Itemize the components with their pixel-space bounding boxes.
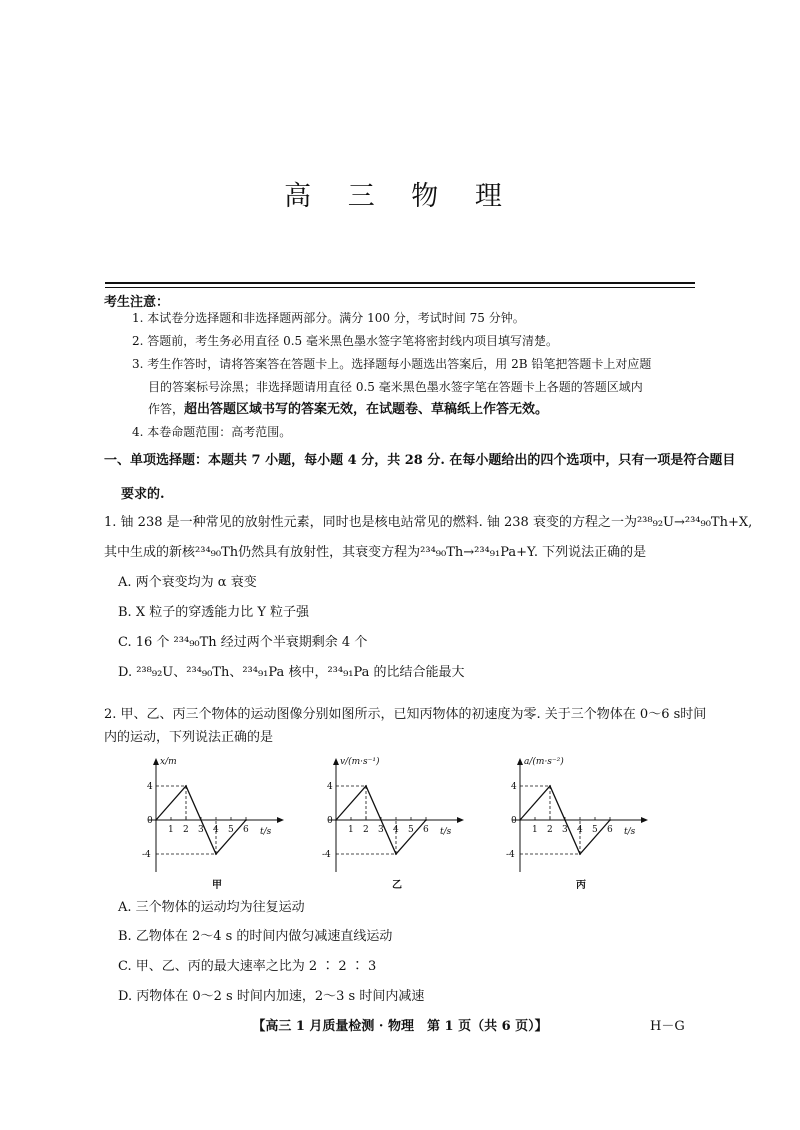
header-rule-thin [105, 287, 695, 288]
section-heading: 一、单项选择题：本题共 7 小题，每小题 4 分，共 28 分. 在每小题给出的四个选项中，只有一项是符合题目 [104, 453, 736, 468]
x-tick-label: 4 [213, 825, 219, 835]
x-tick-label: 5 [408, 825, 414, 835]
y-tick-label: 4 [147, 782, 153, 792]
x-tick-label: 3 [378, 825, 384, 835]
data-point [549, 785, 551, 787]
y-tick-label: 4 [511, 782, 517, 792]
x-tick-label: 2 [363, 825, 369, 835]
q2-stem-line2: 内的运动，下列说法正确的是 [104, 730, 274, 745]
data-point [579, 853, 581, 855]
x-tick-label: 5 [592, 825, 598, 835]
q1-equation-1: ²³⁸₉₂U→²³⁴₉₀Th+X, [636, 515, 753, 530]
data-point [365, 785, 367, 787]
notice-item-3-cont: 目的答案标号涂黑；非选择题请用直径 0.5 毫米黑色墨水签字笔在答题卡上各题的答题区域内 [148, 380, 643, 394]
paper-code: H－G [650, 1019, 685, 1034]
data-point [215, 853, 217, 855]
q2-stem-line1: 2. 甲、乙、丙三个物体的运动图像分别如图所示，已知丙物体的初速度为零. 关于三个物体在 0～6 s时间 [104, 707, 707, 722]
y-axis-label: a/(m·s⁻²) [524, 757, 564, 767]
y-tick-label: 0 [147, 816, 153, 826]
data-point [609, 819, 611, 821]
y-axis-label: v/(m·s⁻¹) [340, 757, 380, 767]
x-axis-arrow [457, 817, 464, 823]
x-tick-label: 1 [348, 825, 354, 835]
x-tick-label: 2 [183, 825, 189, 835]
notice-item-3-end [148, 398, 548, 421]
y-tick-label: 4 [327, 782, 333, 792]
q2-option-b: B. 乙物体在 2～4 s 的时间内做匀减速直线运动 [118, 929, 393, 944]
q1-stem-line2 [104, 541, 646, 560]
x-axis-arrow [641, 817, 648, 823]
page-footer: 【高三 1 月质量检测 · 物理 第 1 页（共 6 页）】 [252, 1019, 548, 1034]
x-axis-arrow [277, 817, 284, 823]
data-point [519, 819, 521, 821]
y-axis-arrow [517, 758, 523, 765]
data-point [395, 853, 397, 855]
x-tick-label: 6 [243, 825, 249, 835]
x-tick-label: 3 [562, 825, 568, 835]
x-tick-label: 5 [228, 825, 234, 835]
q2-option-c: C. 甲、乙、丙的最大速率之比为 2 ∶ 2 ∶ 3 [118, 959, 377, 974]
graph-caption: 乙 [392, 880, 402, 891]
x-axis-label: t/s [440, 827, 452, 837]
y-tick-label: -4 [506, 850, 515, 860]
q2-option-a: A. 三个物体的运动均为往复运动 [118, 900, 305, 915]
q1-stem-text-2: 其中生成的新核 [104, 545, 196, 560]
q1-stem-text-3: 仍然具有放射性，其衰变方程为 [238, 545, 421, 560]
x-tick-label: 4 [393, 825, 399, 835]
section-heading-cont: 要求的. [121, 487, 165, 502]
x-tick-label: 4 [577, 825, 583, 835]
data-point [245, 819, 247, 821]
notice-item-1: 1. 本试卷分选择题和非选择题两部分。满分 100 分，考试时间 75 分钟。 [132, 311, 525, 325]
x-axis-label: t/s [624, 827, 636, 837]
data-point [155, 819, 157, 821]
q1-option-b: B. X 粒子的穿透能力比 Y 粒子强 [118, 605, 310, 620]
q1-option-d: D. ²³⁸₉₂U、²³⁴₉₀Th、²³⁴₉₁Pa 核中，²³⁴₉₁Pa 的比结合能最大 [118, 665, 465, 680]
q1-equation-2: ²³⁴₉₀Th→²³⁴₉₁Pa+Y. 下列说法正确的是 [420, 545, 647, 560]
y-tick-label: 0 [511, 816, 517, 826]
q1-stem-text: 1. 铀 238 是一种常见的放射性元素，同时也是核电站常见的燃料. 铀 238 衰变的方程之一为 [104, 515, 637, 530]
data-point [425, 819, 427, 821]
x-tick-label: 3 [198, 825, 204, 835]
q1-option-a: A. 两个衰变均为 α 衰变 [118, 575, 257, 590]
graph-jia [132, 752, 302, 892]
x-tick-label: 6 [607, 825, 613, 835]
x-tick-label: 2 [547, 825, 553, 835]
notice-item-3: 3. 考生作答时，请将答案答在答题卡上。选择题每小题选出答案后，用 2B 铅笔把答题卡上对应题 [132, 357, 652, 371]
y-axis-arrow [153, 758, 159, 765]
x-tick-label: 1 [532, 825, 538, 835]
x-tick-label: 6 [423, 825, 429, 835]
graph-caption: 甲 [212, 880, 222, 891]
q1-stem-line1 [104, 511, 752, 530]
notice-heading: 考生注意： [104, 295, 170, 310]
notice-item-4: 4. 本卷命题范围：高考范围。 [132, 425, 292, 439]
y-tick-label: -4 [322, 850, 331, 860]
x-axis-label: t/s [260, 827, 272, 837]
data-point [335, 819, 337, 821]
notice-item-3-tail: 作答， [148, 402, 185, 416]
q1-option-c: C. 16 个 ²³⁴₉₀Th 经过两个半衰期剩余 4 个 [118, 635, 368, 650]
graph-yi [312, 752, 482, 892]
graph-bing [496, 752, 666, 892]
q1-th-nucleus: ²³⁴₉₀Th [195, 545, 239, 560]
page-title: 高 三 物 理 [284, 181, 516, 212]
x-tick-label: 1 [168, 825, 174, 835]
y-tick-label: -4 [142, 850, 151, 860]
data-point [185, 785, 187, 787]
q2-option-d: D. 丙物体在 0～2 s 时间内加速，2～3 s 时间内减速 [118, 989, 425, 1004]
y-axis-label: x/m [160, 757, 177, 767]
header-rule [105, 282, 695, 284]
notice-item-2: 2. 答题前，考生务必用直径 0.5 毫米黑色墨水签字笔将密封线内项目填写清楚。 [132, 334, 558, 348]
y-tick-label: 0 [327, 816, 333, 826]
notice-warning: 超出答题区域书写的答案无效，在试题卷、草稿纸上作答无效。 [184, 402, 549, 417]
graph-caption: 丙 [576, 880, 586, 891]
y-axis-arrow [333, 758, 339, 765]
